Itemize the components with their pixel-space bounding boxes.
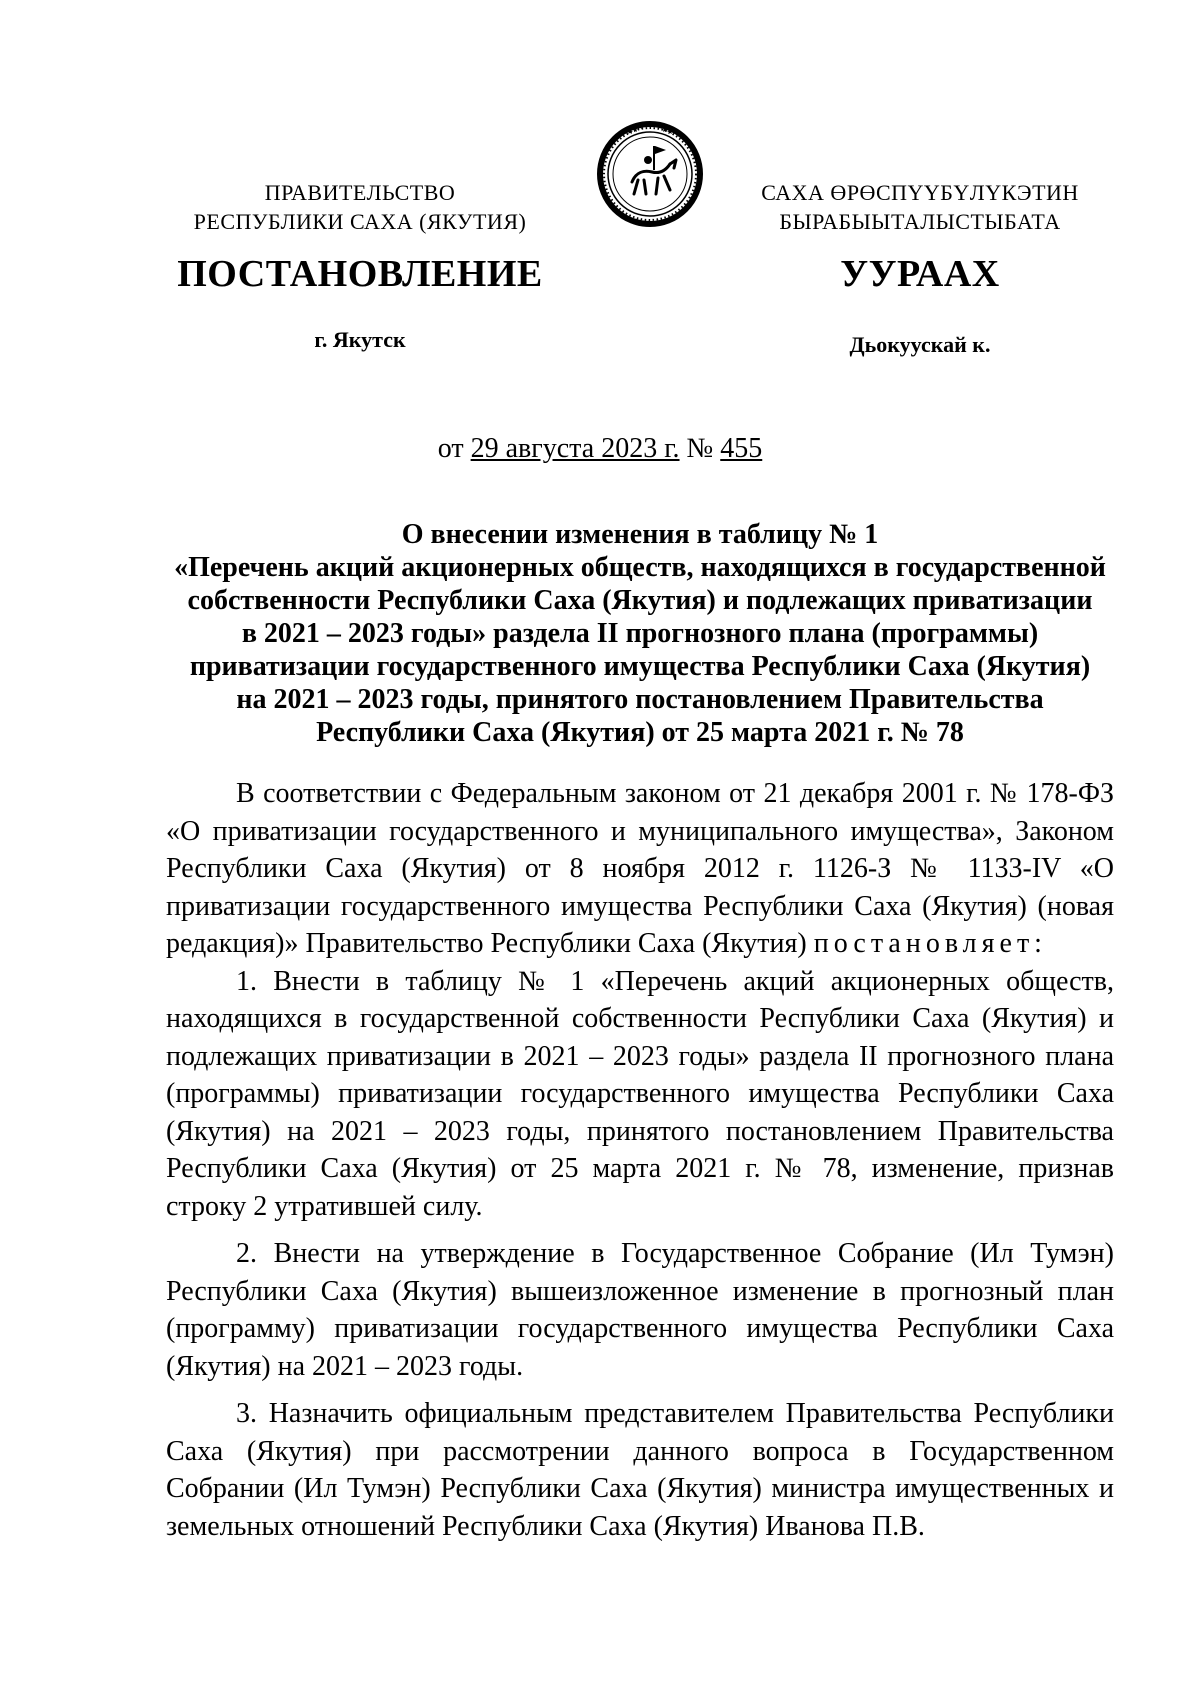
number-sign: №	[679, 433, 721, 464]
decree-number: 455	[720, 433, 763, 464]
item-3-paragraph: 3. Назначить официальным представителем Правительства Республики Саха (Якутия) при рассмотрении данного вопроса в Государственном Собрании (Ил Тумэн) Республики Саха (Якутия) министра имущественных и земельных отношений Республики Саха (Якутия) Иванова П.В.	[166, 1398, 1114, 1542]
item-1-paragraph: 1. Внести в таблицу № 1 «Перечень акций акционерных обществ, находящихся в государственной собственности Республики Саха (Якутия) и подлежащих приватизации в 2021 – 2023 годы» раздела II прогнозного плана (программы) приватизации государственного имущества Республики Саха (Якутия) на 2021 – 2023 годы, принятого постановлением Правительства Республики Саха (Якутия) от 25 марта 2021 г. № 78, изменение, признав строку 2 утратившей силу.	[166, 965, 1114, 1222]
government-name-sah	[735, 178, 1105, 236]
title-line: собственности Республики Саха (Якутия) и подлежащих приватизации	[187, 585, 1093, 616]
decree-body	[166, 775, 1114, 1545]
date-prefix: от	[437, 433, 471, 464]
item-2-paragraph: 2. Внести на утверждение в Государственное Собрание (Ил Тумэн) Республики Саха (Якутия) вышеизложенное изменение в прогнозный план (программу) приватизации государственного имущества Республики Саха (Якутия) на 2021 – 2023 годы.	[166, 1238, 1114, 1382]
header-left-line2: РЕСПУБЛИКИ САХА (ЯКУТИЯ)	[193, 209, 527, 234]
title-line: в 2021 – 2023 годы» раздела II прогнозного плана (программы)	[241, 618, 1039, 649]
decree-type-ru: ПОСТАНОВЛЕНИЕ	[177, 253, 543, 295]
government-name-ru	[170, 178, 550, 236]
title-line: «Перечень акций акционерных обществ, находящихся в государственной	[174, 552, 1106, 583]
title-line: приватизации государственного имущества Республики Саха (Якутия)	[189, 651, 1091, 682]
title-line: О внесении изменения в таблицу № 1	[401, 519, 879, 550]
preamble-text: В соответствии с Федеральным законом от 21 декабря 2001 г. № 178-ФЗ «О приватизации государственного и муниципального имущества», Законом Республики Саха (Якутия) от 8 ноября 2012 г. 1126-З № 1133-IV «О приватизации государственного имущества Республики Саха (Якутия) (новая редакция)» Правительство Республики Саха (Якутия)	[166, 778, 1114, 959]
decree-title	[160, 518, 1120, 749]
city-ru: г. Якутск	[314, 327, 406, 352]
decree-type-sah: УУРААХ	[840, 253, 1000, 295]
title-line: Республики Саха (Якутия) от 25 марта 2021 г. № 78	[316, 717, 964, 748]
header-right-line1: САХА ӨРӨСПҮҮБҮЛҮКЭТИН	[761, 180, 1079, 205]
preamble-paragraph	[166, 775, 1114, 963]
preamble-resolves: постановляет:	[813, 928, 1047, 959]
header-left-line1: ПРАВИТЕЛЬСТВО	[264, 180, 456, 205]
decree-date-number	[0, 432, 1200, 466]
header-right-line2: БЫРАБЫЫТАЛЫСТЫБАТА	[779, 209, 1061, 234]
coat-of-arms-icon	[590, 112, 710, 232]
city-sah: Дьокуускай к.	[849, 332, 991, 357]
decree-date: 29 августа 2023 г.	[470, 433, 680, 464]
title-line: на 2021 – 2023 годы, принятого постановлением Правительства	[236, 684, 1044, 715]
